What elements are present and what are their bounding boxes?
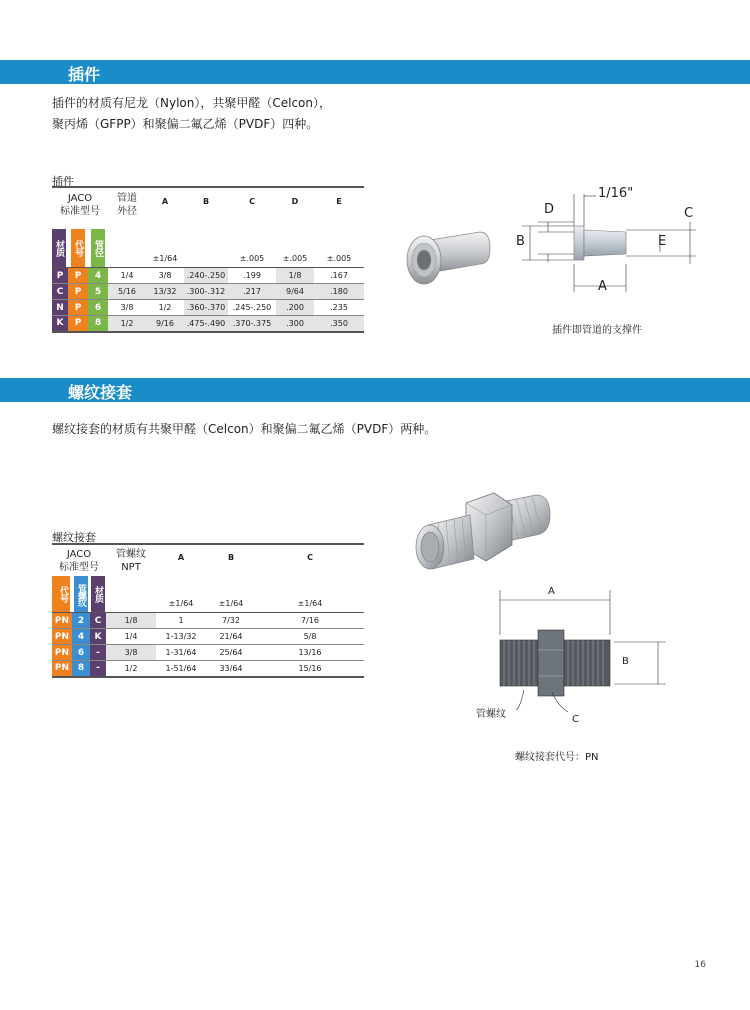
- cell: 5/8: [303, 632, 317, 641]
- nipples-table: [52, 543, 364, 678]
- nipple-code: PN: [54, 631, 70, 642]
- cell: .350: [330, 318, 348, 328]
- tol-npt: [106, 576, 156, 613]
- insert-code: P: [74, 302, 82, 313]
- material-code: C: [56, 286, 64, 297]
- cell: .200: [276, 300, 314, 316]
- cell: .217: [243, 287, 261, 296]
- table-row: [52, 316, 364, 332]
- material-code: P: [56, 270, 64, 281]
- col-e: E: [336, 197, 342, 206]
- vlabel-code: 代号: [52, 576, 70, 612]
- insert-dimension-diagram: [510, 182, 710, 312]
- jaco-header: [52, 187, 108, 229]
- material-code: K: [94, 631, 102, 642]
- section-header-inserts: [0, 60, 750, 84]
- nipple-code: PN: [54, 615, 70, 626]
- desc-line: 插件的材质有尼龙（Nylon），共聚甲醛（Celcon），: [52, 96, 332, 110]
- cell: 3/8: [158, 271, 172, 280]
- dim-d-label: D: [544, 202, 555, 217]
- vlabel-size: 管径: [91, 229, 105, 267]
- cell: 1/4: [124, 632, 138, 641]
- tol-pipe: [108, 229, 146, 268]
- col-d: D: [291, 197, 299, 206]
- material-code: -: [96, 647, 100, 658]
- size-code: 8: [94, 318, 102, 329]
- tol-a: ±1/64: [152, 254, 178, 263]
- cell: .199: [243, 271, 261, 280]
- thread-code: 2: [77, 615, 85, 626]
- cell: 33/64: [219, 663, 243, 673]
- cell: 1/2: [120, 318, 134, 328]
- table-row: [52, 613, 364, 629]
- page-number: 16: [694, 960, 706, 970]
- dim-c-label: C: [684, 206, 694, 221]
- cell: .300-.312: [186, 287, 226, 296]
- jaco-header: [52, 544, 106, 576]
- nipple-caption: 螺纹接套代号：PN: [515, 752, 599, 763]
- table-title: 插件: [52, 175, 74, 188]
- cell: .245-.250: [232, 303, 272, 312]
- cell: 25/64: [219, 648, 243, 657]
- cell: 5/16: [118, 287, 136, 296]
- section-title: 螺纹接套: [68, 383, 133, 402]
- cell: 13/16: [298, 648, 322, 657]
- table-row: [52, 268, 364, 284]
- cell: 1/4: [120, 271, 134, 280]
- insert-illustration: [400, 222, 496, 292]
- cell: 1: [178, 616, 184, 625]
- tol-c: ±.005: [239, 254, 265, 263]
- col-b: B: [227, 553, 235, 562]
- table-title: 螺纹接套: [52, 531, 96, 544]
- table-row: [52, 661, 364, 677]
- col-pipe: 管道 外径: [117, 193, 137, 217]
- insert-caption: 插件即管道的支撑件: [552, 325, 642, 336]
- cell: 1-13/32: [165, 632, 197, 641]
- tol-e: ±.005: [326, 254, 352, 263]
- cell: 1/8: [276, 268, 314, 284]
- table-row: [52, 300, 364, 316]
- cell: 7/32: [222, 616, 240, 625]
- cell: .300: [286, 318, 304, 328]
- vlabel-thread: 管螺纹: [74, 576, 88, 612]
- cell: .360-.370: [184, 300, 228, 316]
- table-row: [52, 645, 364, 661]
- table-row: [52, 629, 364, 645]
- tol-d: ±.005: [282, 254, 308, 263]
- dim-b-label: B: [516, 234, 525, 249]
- col-c: C: [249, 197, 255, 206]
- cell: 13/32: [153, 287, 177, 296]
- section-header-nipples: [0, 378, 750, 402]
- dim-a-label: A: [598, 279, 607, 294]
- cell: 21/64: [219, 632, 243, 641]
- jaco-label: JACO: [66, 549, 92, 560]
- table-row: [52, 284, 364, 300]
- col-c: C: [307, 553, 313, 562]
- tol-a: ±1/64: [168, 599, 194, 608]
- cell: 3/8: [106, 645, 156, 661]
- cell: 1/2: [158, 303, 172, 312]
- cell: 15/16: [298, 663, 322, 673]
- vlabel-material: 材质: [91, 576, 105, 612]
- cell: 7/16: [301, 616, 319, 625]
- dim-thickness-label: 1/16": [598, 186, 634, 201]
- nipples-description: 螺纹接套的材质有共聚甲醛（Celcon）和聚偏二氟乙烯（PVDF）两种。: [52, 422, 437, 436]
- thread-code: 8: [77, 663, 85, 674]
- cell: 1/2: [124, 663, 138, 673]
- vlabel-code: 代号: [71, 229, 85, 267]
- jaco-sub: 标准型号: [59, 562, 99, 573]
- cell: 1-31/64: [165, 648, 197, 657]
- thread-code: 4: [77, 631, 85, 642]
- size-code: 4: [94, 270, 102, 281]
- cell: .167: [330, 271, 348, 280]
- col-npt: 管螺纹 NPT: [116, 549, 146, 573]
- tol-b: [184, 229, 228, 268]
- thread-label: 管螺纹: [476, 709, 506, 720]
- jaco-sub: 标准型号: [60, 206, 100, 217]
- cell: 9/16: [156, 318, 174, 328]
- section-title: 插件: [68, 65, 101, 84]
- insert-code: P: [74, 318, 82, 329]
- col-b: B: [202, 197, 210, 206]
- insert-code: P: [74, 286, 82, 297]
- thread-code: 6: [77, 647, 85, 658]
- col-a: A: [161, 197, 169, 206]
- cell: 3/8: [120, 303, 134, 312]
- cell: .235: [330, 303, 348, 312]
- size-code: 6: [94, 302, 102, 313]
- material-code: K: [56, 318, 64, 329]
- dim-e-label: E: [658, 234, 667, 249]
- nipple-code: PN: [54, 647, 70, 658]
- inserts-table: [52, 186, 364, 333]
- cell: 1-51/64: [165, 663, 197, 673]
- cell: 1/8: [106, 613, 156, 629]
- material-code: N: [56, 302, 64, 313]
- material-code: -: [96, 663, 100, 674]
- tol-b: ±1/64: [218, 599, 244, 608]
- cell: .180: [330, 287, 348, 296]
- nipple-illustration: [408, 485, 558, 585]
- dim-c-label: C: [572, 714, 579, 725]
- desc-line: 聚丙烯（GFPP）和聚偏二氟乙烯（PVDF）四种。: [52, 117, 319, 131]
- tol-c: ±1/64: [297, 599, 323, 608]
- insert-code: P: [74, 270, 82, 281]
- vlabel-material: 材质: [52, 229, 66, 267]
- material-code: C: [94, 615, 102, 626]
- cell: .475-.490: [186, 318, 226, 328]
- col-a: A: [177, 553, 185, 562]
- dim-b-label: B: [622, 656, 629, 667]
- inserts-description: [52, 93, 331, 135]
- cell: 9/64: [286, 287, 304, 296]
- jaco-label: JACO: [67, 193, 93, 204]
- nipple-code: PN: [54, 663, 70, 674]
- size-code: 5: [94, 286, 102, 297]
- dim-a-label: A: [548, 586, 555, 597]
- cell: .370-.375: [232, 318, 272, 328]
- cell: .240-.250: [184, 268, 228, 284]
